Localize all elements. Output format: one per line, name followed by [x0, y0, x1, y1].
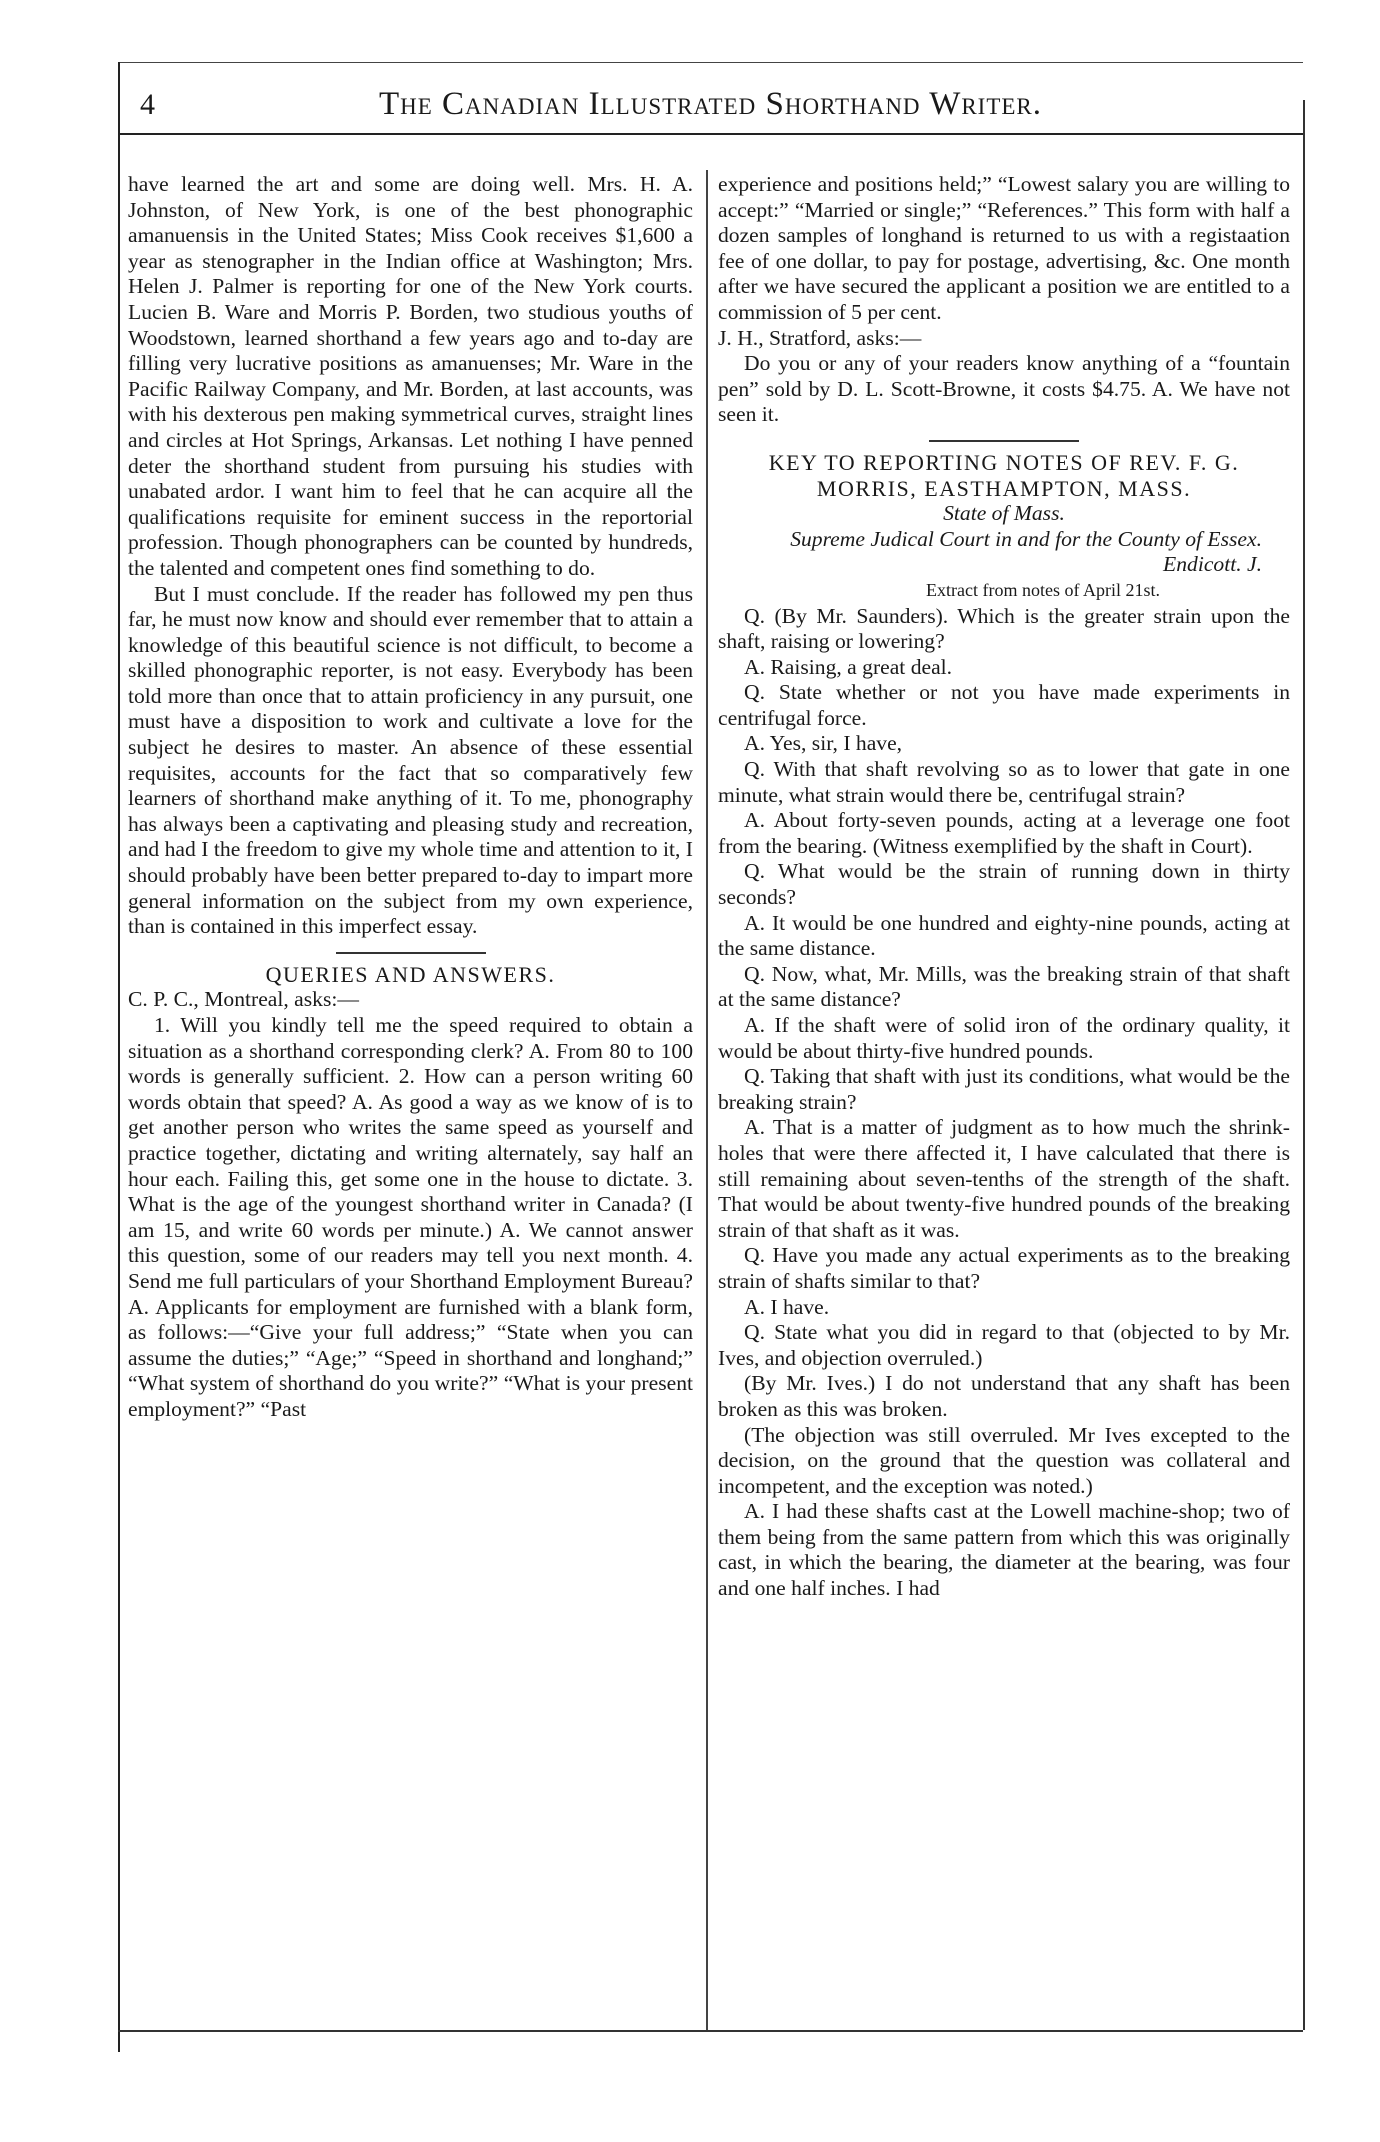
- testimony-line: A. It would be one hundred and eighty-nine pounds, acting at the same distance.: [718, 910, 1290, 961]
- top-rule: [118, 62, 1303, 63]
- testimony-line: A. Yes, sir, I have,: [744, 731, 903, 756]
- testimony-line: Q. What would be the strain of running down in thirty seconds?: [718, 859, 1290, 910]
- query-paragraph: experience and positions held;” “Lowest salary you are willing to accept:” “Married or single;” “References.” This form with half a dozen samples of longhand is returned to us with a registaation fee of one dollar, to pay for postage, advertising, &c. One month after we have secured the applicant a position we are entitled to a commission of 5 per cent.: [718, 172, 1290, 324]
- testimony-line: (By Mr. Ives.) I do not understand that any shaft has been broken as this was broken.: [718, 1371, 1290, 1421]
- testimony-line: Q. (By Mr. Saunders). Which is the greater strain upon the shaft, raising or lowering?: [718, 603, 1290, 654]
- testimony-line: A. About forty-seven pounds, acting at a leverage one foot from the bearing. (Witness exemplified by the shaft in Court).: [718, 808, 1290, 858]
- right-margin-rule: [1303, 100, 1305, 2030]
- section-heading: KEY TO REPORTING NOTES OF REV. F. G. MORRIS, EASTHAMPTON, MASS.: [768, 449, 1240, 501]
- query-paragraph: 1. Will you kindly tell me the speed required to obtain a situation as a shorthand corresponding clerk? A. From 80 to 100 words is generally sufficient. 2. How can a person writing 60 words obtain that speed? A. As good a way as we know of is to get another person who writes the same speed as yourself and practice together, dictating and writing alternately, say half an hour each. Failing this, get some one in the house to dictate. 3. What is the age of the youngest shorthand writer in Canada? (I am 15, and write 60 words per minute.) A. We cannot answer this question, some of our readers may tell you next month. 4. Send me full particulars of your Shorthand Employment Bureau? A. Applicants for employment are furnished with a blank form, as follows:—“Give your full address;” “State when you can assume the duties;” “Age;” “Speed in shorthand and longhand;” “What system of shorthand do you write?” “What is your present employment?” “Past: [128, 1013, 693, 1421]
- page-number: 4: [140, 88, 155, 121]
- testimony-line: Q. Now, what, Mr. Mills, was the breaking strain of that shaft at the same distance?: [718, 961, 1290, 1012]
- testimony-line: A. Raising, a great deal.: [744, 654, 953, 679]
- page-header: [118, 78, 1303, 138]
- section-divider: [929, 440, 1079, 442]
- testimony-line: (The objection was still overruled. Mr Ives excepted to the decision, on the ground that the question was collateral and incompetent, and the exception was noted.): [718, 1422, 1290, 1498]
- testimony-line: Q. Have you made any actual experiments as to the breaking strain of shafts similar to that?: [718, 1243, 1290, 1293]
- extract-line: Extract from notes of April 21st.: [926, 579, 1160, 600]
- court-line: Supreme Judical Court in and for the County of Essex. Endicott. J.: [790, 526, 1262, 577]
- left-column: [128, 172, 693, 1423]
- query-from: J. H., Stratford, asks:—: [718, 325, 922, 350]
- testimony-line: A. I have.: [744, 1294, 830, 1319]
- testimony-line: A. I had these shafts cast at the Lowell machine-shop; two of them being from the same pattern from which this was originally cast, in which the bearing, the diameter at the bearing, was four and one half inches. I had: [718, 1499, 1290, 1601]
- right-column: [718, 172, 1290, 1602]
- query-paragraph: Do you or any of your readers know anything of a “fountain pen” sold by D. L. Scott-Browne, it costs $4.75. A. We have not seen it.: [718, 351, 1290, 427]
- testimony-line: Q. State what you did in regard to that (objected to by Mr. Ives, and objection overruled.): [718, 1320, 1290, 1370]
- section-heading: QUERIES AND ANSWERS.: [265, 961, 556, 987]
- running-title: The Canadian Illustrated Shorthand Writer.: [378, 86, 1043, 122]
- essay-paragraph: have learned the art and some are doing well. Mrs. H. A. Johnston, of New York, is one of the best phonographic amanuensis in the United States; Miss Cook receives $1,600 a year as stenographer in the Indian office at Washington; Mrs. Helen J. Palmer is reporting for one of the New York courts. Lucien B. Ware and Morris P. Borden, two studious youths of Woodstown, learned shorthand a few years ago and to-day are filling very lucrative positions as amanuenses; Mr. Ware in the Pacific Railway Company, and Mr. Borden, at last accounts, was with his dexterous pen making symmetrical curves, straight lines and circles at Hot Springs, Arkansas. Let nothing I have penned deter the shorthand student from pursuing his studies with unabated ardor. I want him to feel that he can acquire all the qualifications requisite for eminent success in the reportorial profession. Though phonographers can be counted by hundreds, the talented and competent ones find something to do.: [128, 172, 693, 580]
- section-divider: [336, 952, 486, 954]
- testimony-line: Q. Taking that shaft with just its conditions, what would be the breaking strain?: [718, 1064, 1290, 1114]
- testimony-line: A. If the shaft were of solid iron of the ordinary quality, it would be about thirty-five hundred pounds.: [718, 1013, 1290, 1063]
- essay-paragraph: But I must conclude. If the reader has followed my pen thus far, he must now know and should ever remember that to attain a knowledge of this beautiful science is not difficult, to become a skilled phonographic reporter, is not easy. Everybody has been told more than once that to attain proficiency in any pursuit, one must have a disposition to work and cultivate a love for the subject he desires to master. An absence of these essential requisites, accounts for the fact that so comparatively few learners of shorthand make anything of it. To me, phonography has always been a captivating and pleasing study and recreation, and had I the freedom to give my whole time and attention to it, I should probably have been better prepared to-day to impart more general information on the subject from my own experience, than is contained in this imperfect essay.: [128, 581, 693, 939]
- query-from: C. P. C., Montreal, asks:—: [128, 987, 359, 1012]
- header-rule: [118, 133, 1303, 135]
- column-divider: [706, 170, 708, 2030]
- testimony: [718, 604, 1290, 1602]
- bottom-rule: [118, 2030, 1303, 2032]
- left-margin-rule: [118, 62, 120, 2052]
- testimony-line: Q. State whether or not you have made experiments in centrifugal force.: [718, 680, 1290, 730]
- testimony-line: Q. With that shaft revolving so as to lower that gate in one minute, what strain would there be, centrifugal strain?: [718, 757, 1290, 807]
- state-line: State of Mass.: [943, 501, 1065, 526]
- testimony-line: A. That is a matter of judgment as to how much the shrink-holes that were there affected it, I have calculated that there is still remaining about seven-tenths of the strength of the shaft. That would be about twenty-five hundred pounds of the breaking strain of that shaft as it was.: [718, 1115, 1290, 1242]
